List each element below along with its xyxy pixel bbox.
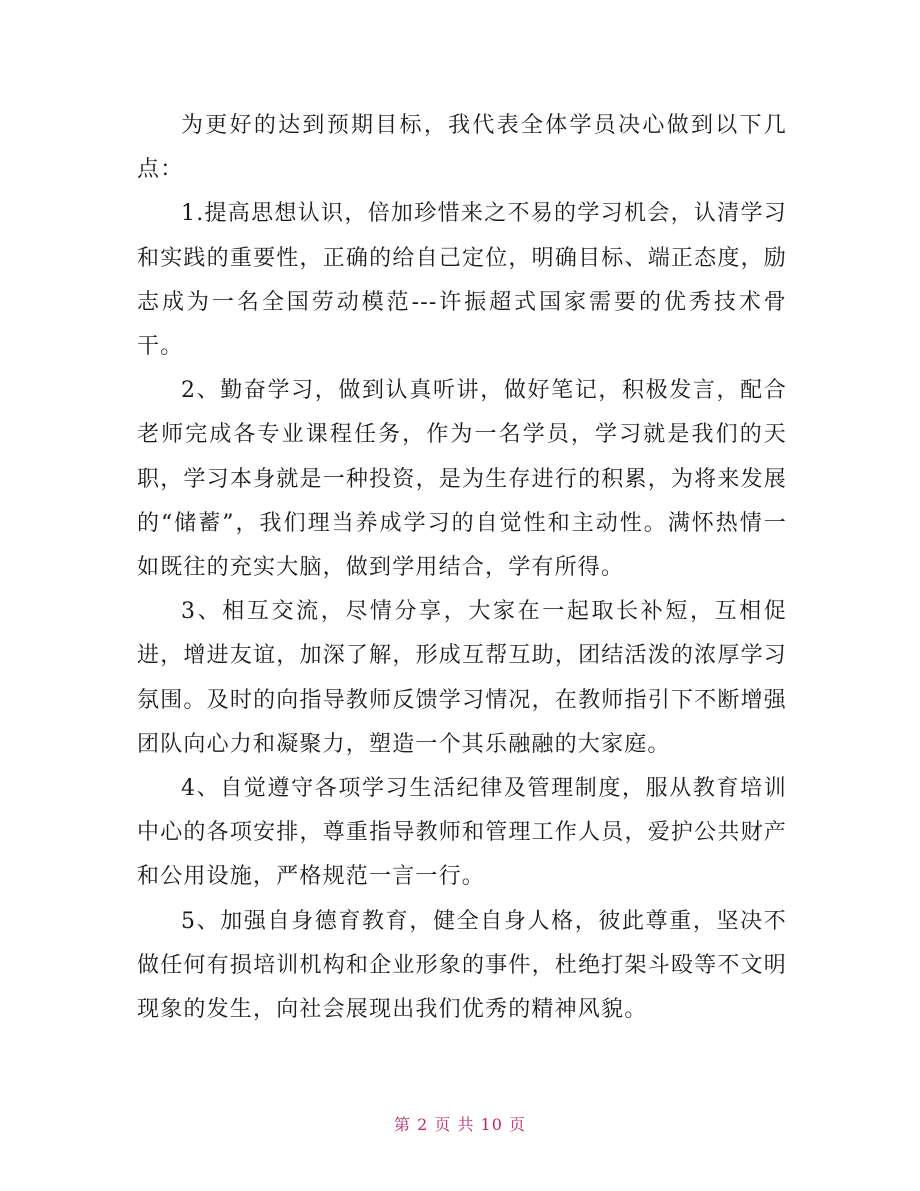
document-body (137, 104, 787, 1032)
page-number-footer: 第 2 页 共 10 页 (394, 1115, 526, 1134)
paragraph-item-3: 3、相互交流，尽情分享，大家在一起取长补短，互相促进，增进友谊，加深了解，形成互帮互助，团结活泼的浓厚学习氛围。及时的向指导教师反馈学习情况，在教师指引下不断增强团队向心力和凝聚力，塑造一个其乐融融的大家庭。 (137, 599, 787, 757)
paragraph-intro: 为更好的达到预期目标，我代表全体学员决心做到以下几点： (137, 113, 787, 183)
paragraph-item-5: 5、加强自身德育教育，健全自身人格，彼此尊重，坚决不做任何有损培训机构和企业形象的事件，杜绝打架斗殴等不文明现象的发生，向社会展现出我们优秀的精神风貌。 (137, 908, 787, 1023)
paragraph-item-4: 4、自觉遵守各项学习生活纪律及管理制度，服从教育培训中心的各项安排，尊重指导教师和管理工作人员，爱护公共财产和公用设施，严格规范一言一行。 (137, 776, 787, 890)
paragraph-item-2: 2、勤奋学习，做到认真听讲，做好笔记，积极发言，配合老师完成各专业课程任务，作为一名学员，学习就是我们的天职，学习本身就是一种投资，是为生存进行的积累，为将来发展的“储蓄”，我们理当养成学习的自觉性和主动性。满怀热情一如既往的充实大脑，做到学用结合，学有所得。 (137, 378, 787, 581)
paragraph-item-1: 1.提高思想认识，倍加珍惜来之不易的学习机会，认清学习和实践的重要性，正确的给自己定位，明确目标、端正态度，励志成为一名全国劳动模范---许振超式国家需要的优秀技术骨干。 (137, 201, 787, 360)
